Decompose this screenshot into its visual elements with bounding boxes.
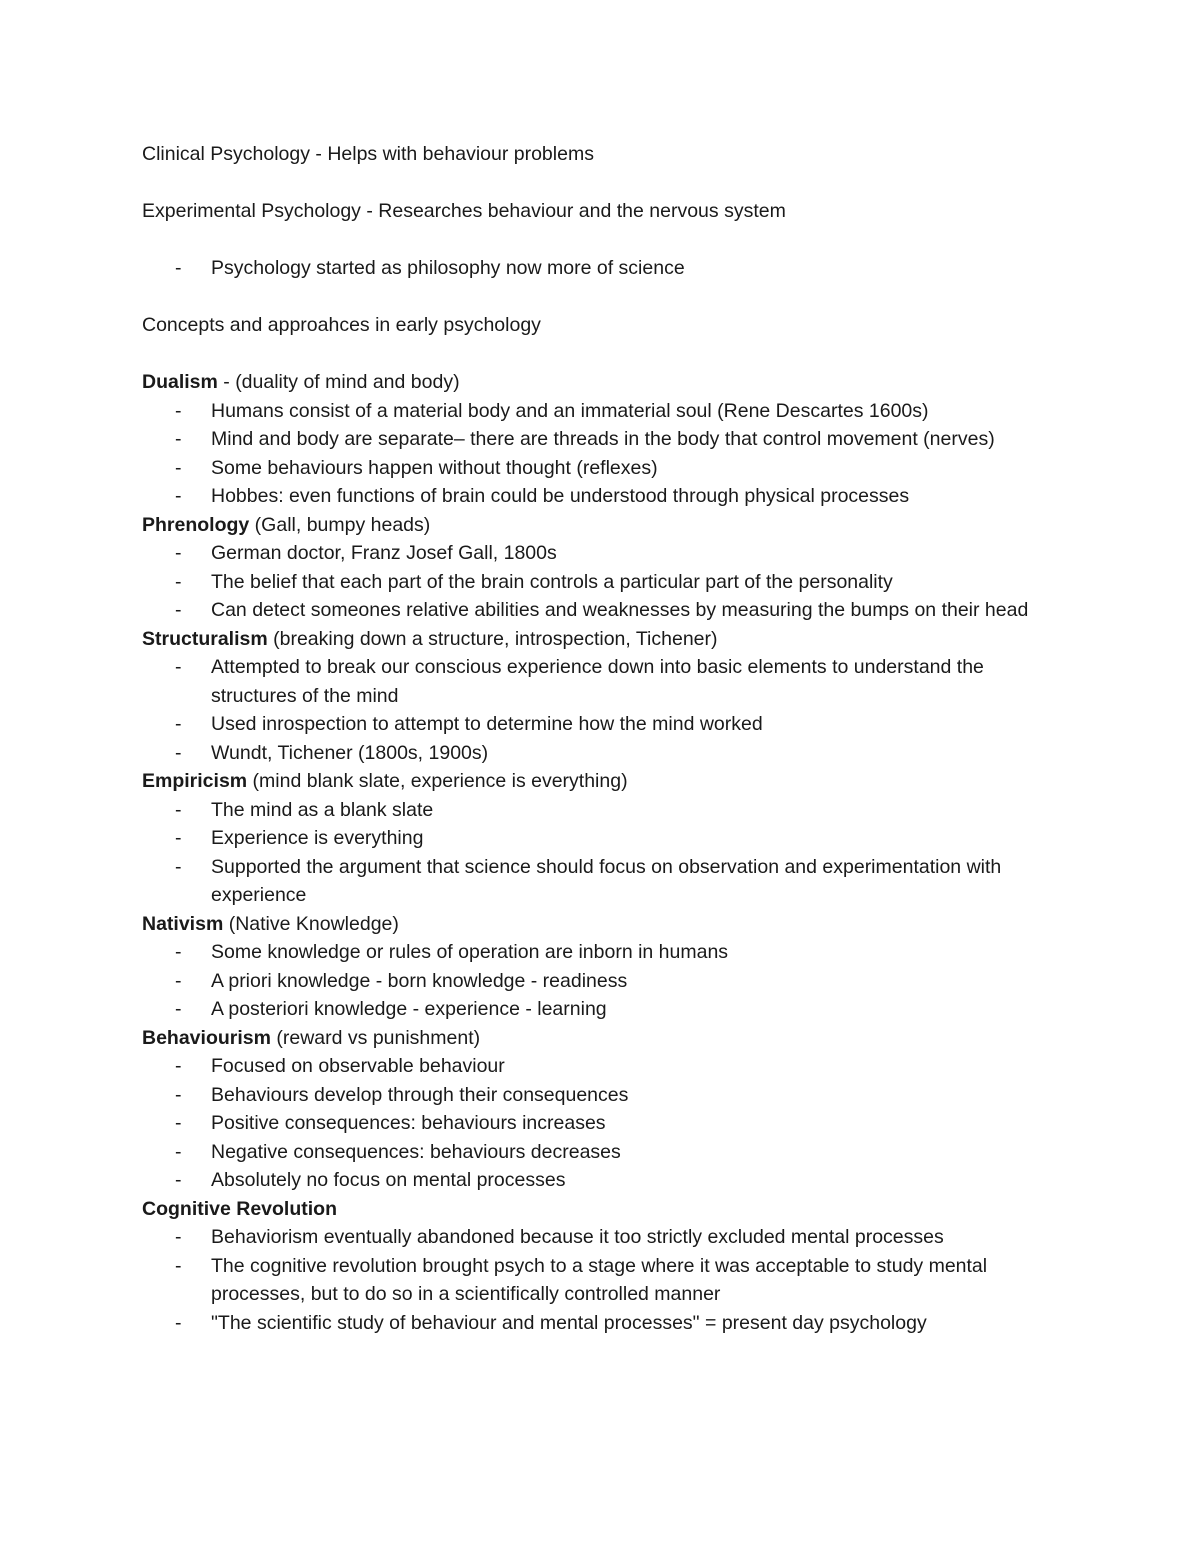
list-item [142,1309,1062,1338]
dash-bullet-icon: - [175,1112,182,1134]
concept-term: Dualism [142,371,218,393]
bullet-list [142,938,1062,1024]
concept-description: (Gall, bumpy heads) [249,513,431,536]
bullet-list [142,1223,1062,1337]
list-item-text: Psychology started as philosophy now more of science [211,257,685,279]
concept-section [142,910,1062,1024]
list-item-text: Hobbes: even functions of brain could be understood through physical processes [211,485,910,507]
dash-bullet-icon: - [175,941,182,963]
dash-bullet-icon: - [175,798,182,821]
list-item [142,1052,1062,1081]
dash-bullet-icon: - [175,855,182,878]
list-item [142,454,1062,483]
list-item [142,397,1062,426]
concept-sections [142,368,1062,1337]
list-item [142,1223,1062,1252]
concept-description: (reward vs punishment) [270,1026,481,1049]
concepts-heading: Concepts and approahces in early psychology [142,314,541,336]
concept-section [142,1024,1062,1195]
list-item [142,739,1062,768]
bullet-list [142,1052,1062,1195]
list-item [142,482,1062,511]
list-item-text: Experience is everything [211,827,424,849]
list-item-text: Mind and body are separate– there are threads in the body that control movement (nerves) [211,428,995,450]
dash-bullet-icon: - [175,542,182,564]
list-item [142,425,1062,454]
intro-line: Clinical Psychology - Helps with behaviour problems [142,143,594,165]
concept-heading [142,511,1062,540]
concept-section [142,1195,1062,1338]
list-item [142,710,1062,739]
list-item-text: Used inrospection to attempt to determine how the mind worked [211,713,763,735]
list-item [142,1166,1062,1195]
list-item-text: Humans consist of a material body and an immaterial soul (Rene Descartes 1600s) [211,399,929,422]
dash-bullet-icon: - [175,969,182,992]
list-item [142,796,1062,825]
list-item [142,1252,1062,1309]
dash-bullet-icon: - [175,827,182,849]
list-item-text: The belief that each part of the brain controls a particular part of the personality [211,570,893,593]
dash-bullet-icon: - [175,1055,182,1077]
dash-bullet-icon: - [175,570,182,593]
intro-line: Experimental Psychology - Researches behaviour and the nervous system [142,200,786,222]
dash-bullet-icon: - [175,1140,182,1163]
dash-bullet-icon: - [175,456,182,479]
concept-section [142,511,1062,625]
list-item-text: A posteriori knowledge - experience - learning [211,998,607,1020]
dash-bullet-icon: - [175,1311,182,1334]
list-item [142,1109,1062,1138]
list-item [142,938,1062,967]
concept-heading [142,368,1062,397]
list-item-text: Behaviours develop through their consequences [211,1083,629,1106]
concept-section [142,625,1062,768]
list-item-text: Can detect someones relative abilities and weaknesses by measuring the bumps on their head [211,599,1029,621]
document-page [142,140,1062,1337]
dash-bullet-icon: - [175,257,182,279]
bullet-list [142,653,1062,767]
concept-description: (breaking down a structure, introspection, Tichener) [267,627,718,650]
list-item-text: Some knowledge or rules of operation are inborn in humans [211,941,729,963]
concept-heading [142,625,1062,654]
list-item-text: Wundt, Tichener (1800s, 1900s) [211,741,489,764]
concept-description: (Native Knowledge) [223,912,399,935]
concept-description: (mind blank slate, experience is everything) [247,770,628,792]
list-item [142,853,1062,910]
list-item [142,1138,1062,1167]
concept-term: Behaviourism [142,1026,271,1049]
concept-description: - (duality of mind and body) [217,371,460,393]
concept-heading [142,1024,1062,1053]
list-item-text: A priori knowledge - born knowledge - readiness [211,969,628,992]
list-item [142,254,1062,283]
list-item [142,995,1062,1024]
list-item-text: Behaviorism eventually abandoned because it too strictly excluded mental processes [211,1226,944,1248]
bullet-list [142,539,1062,625]
concept-term: Phrenology [142,513,250,536]
list-item-text: Negative consequences: behaviours decreases [211,1140,621,1163]
list-item [142,824,1062,853]
list-item [142,568,1062,597]
concept-heading [142,910,1062,939]
list-item-text: Supported the argument that science should focus on observation and experimentation with experience [211,855,1002,906]
list-item [142,967,1062,996]
dash-bullet-icon: - [175,1254,182,1277]
concept-term: Nativism [142,912,224,935]
list-item-text: Positive consequences: behaviours increases [211,1112,606,1134]
list-item-text: Attempted to break our conscious experience down into basic elements to understand the structures of the mind [211,656,984,707]
concept-term: Cognitive Revolution [142,1197,337,1220]
list-item [142,653,1062,710]
dash-bullet-icon: - [175,1226,182,1248]
dash-bullet-icon: - [175,1169,182,1191]
list-item-text: The mind as a blank slate [211,798,434,821]
list-item-text: German doctor, Franz Josef Gall, 1800s [211,542,557,564]
list-item-text: Focused on observable behaviour [211,1055,505,1077]
dash-bullet-icon: - [175,485,182,507]
list-item-text: Some behaviours happen without thought (reflexes) [211,456,658,479]
dash-bullet-icon: - [175,713,182,735]
dash-bullet-icon: - [175,1083,182,1106]
bullet-list [142,397,1062,511]
concept-term: Structuralism [142,627,268,650]
bullet-list [142,796,1062,910]
dash-bullet-icon: - [175,656,182,678]
list-item [142,539,1062,568]
dash-bullet-icon: - [175,741,182,764]
dash-bullet-icon: - [175,428,182,450]
concept-section [142,767,1062,910]
intro-bullet-list [142,254,1062,283]
list-item-text: "The scientific study of behaviour and mental processes" = present day psychology [211,1311,927,1334]
concept-section [142,368,1062,511]
list-item-text: Absolutely no focus on mental processes [211,1169,566,1191]
concept-term: Empiricism [142,770,248,792]
concept-heading [142,767,1062,796]
list-item [142,596,1062,625]
dash-bullet-icon: - [175,998,182,1020]
dash-bullet-icon: - [175,599,182,621]
list-item [142,1081,1062,1110]
dash-bullet-icon: - [175,399,182,422]
list-item-text: The cognitive revolution brought psych to a stage where it was acceptable to study mental processes, but to do so in a scientifically controlled manner [211,1254,988,1305]
concept-heading [142,1195,1062,1224]
